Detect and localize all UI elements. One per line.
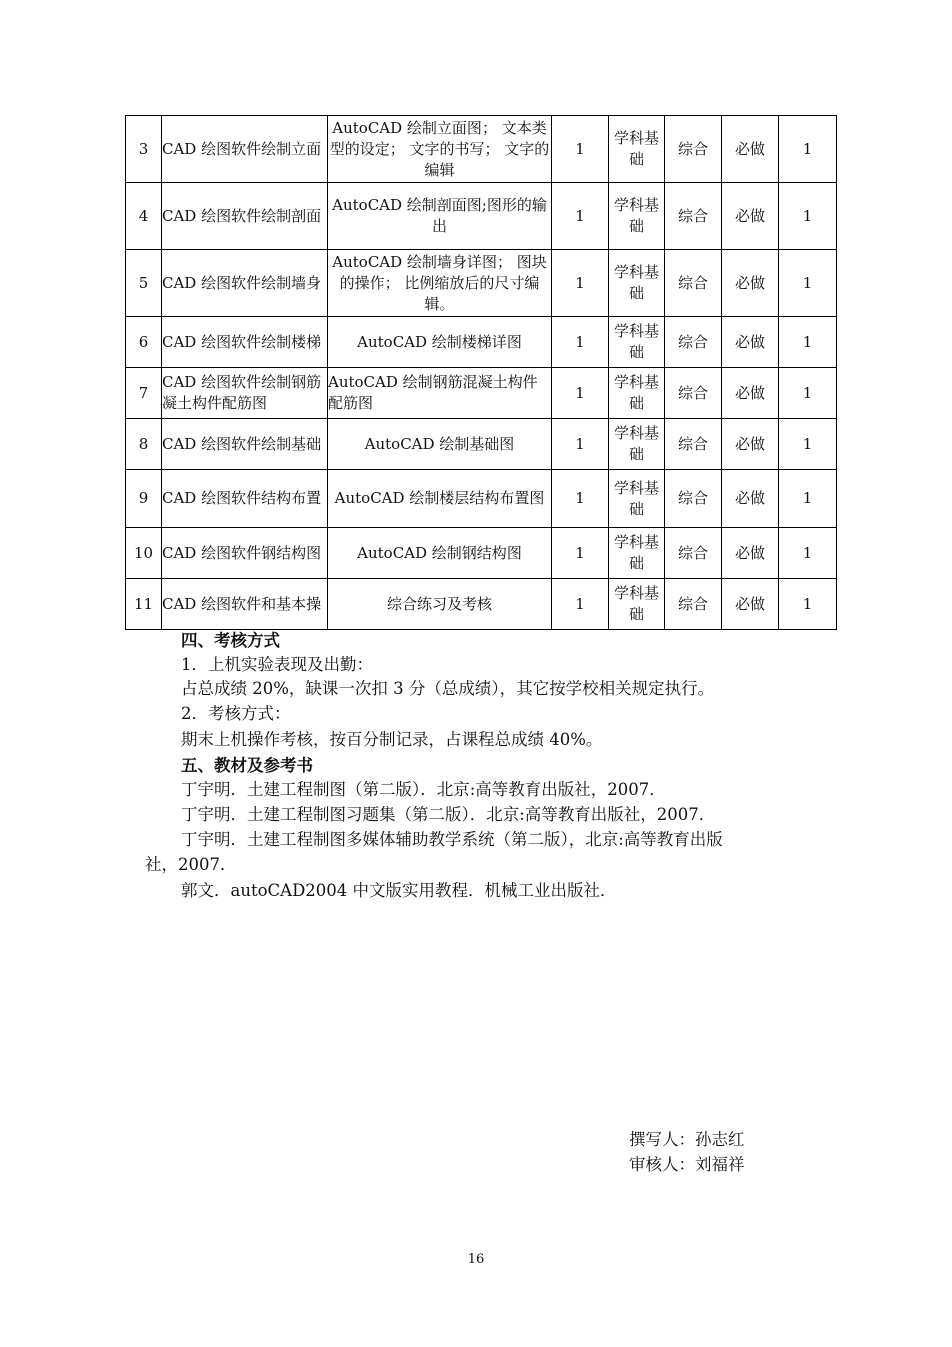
experiment-name: CAD 绘图软件绘制基础 bbox=[162, 419, 328, 470]
experiment-name: CAD 绘图软件绘制立面 bbox=[162, 116, 328, 183]
reference-3: 丁宇明．土建工程制图多媒体辅助教学系统（第二版），北京:高等教育出版 bbox=[181, 830, 723, 849]
experiment-required: 必做 bbox=[722, 579, 779, 630]
row-number: 7 bbox=[126, 368, 162, 419]
experiment-name: CAD 绘图软件绘制墙身 bbox=[162, 250, 328, 317]
experiment-hours: 1 bbox=[552, 183, 609, 250]
assessment-heading: 四、考核方式 bbox=[181, 631, 280, 650]
experiment-type: 综合 bbox=[665, 183, 722, 250]
reference-2: 丁宇明．土建工程制图习题集（第二版）．北京:高等教育出版社，2007． bbox=[181, 805, 716, 824]
experiment-type: 综合 bbox=[665, 317, 722, 368]
experiment-hours: 1 bbox=[552, 528, 609, 579]
row-number: 3 bbox=[126, 116, 162, 183]
experiment-hours: 1 bbox=[552, 116, 609, 183]
table-row bbox=[126, 368, 837, 419]
row-number: 4 bbox=[126, 183, 162, 250]
experiment-type: 综合 bbox=[665, 368, 722, 419]
experiment-group: 1 bbox=[779, 368, 837, 419]
experiment-group: 1 bbox=[779, 470, 837, 528]
assessment-item-2: 2．考核方式： bbox=[181, 704, 291, 723]
experiment-group: 1 bbox=[779, 116, 837, 183]
textbooks-heading: 五、教材及参考书 bbox=[181, 756, 313, 775]
experiment-required: 必做 bbox=[722, 528, 779, 579]
experiment-required: 必做 bbox=[722, 419, 779, 470]
experiment-type: 综合 bbox=[665, 419, 722, 470]
experiment-name: CAD 绘图软件绘制楼梯 bbox=[162, 317, 328, 368]
row-number: 6 bbox=[126, 317, 162, 368]
experiment-name: CAD 绘图软件钢结构图 bbox=[162, 528, 328, 579]
experiment-category: 学科基础 bbox=[609, 116, 665, 183]
row-number: 5 bbox=[126, 250, 162, 317]
experiment-name bbox=[162, 368, 328, 419]
reviewer-signature: 审核人：刘福祥 bbox=[629, 1155, 745, 1174]
experiment-hours: 1 bbox=[552, 368, 609, 419]
experiment-type: 综合 bbox=[665, 528, 722, 579]
writer-signature: 撰写人：孙志红 bbox=[629, 1130, 745, 1149]
table-row bbox=[126, 579, 837, 630]
experiment-content: AutoCAD 绘制立面图； 文本类型的设定； 文字的书写； 文字的编辑 bbox=[328, 116, 552, 183]
table-row bbox=[126, 183, 837, 250]
experiment-table bbox=[125, 115, 837, 630]
page-number: 16 bbox=[467, 1252, 485, 1267]
row-number: 10 bbox=[126, 528, 162, 579]
experiment-content: AutoCAD 绘制楼梯详图 bbox=[328, 317, 552, 368]
assessment-item-1-text: 占总成绩 20%，缺课一次扣 3 分（总成绩），其它按学校相关规定执行。 bbox=[181, 679, 715, 698]
experiment-hours: 1 bbox=[552, 317, 609, 368]
experiment-hours: 1 bbox=[552, 470, 609, 528]
row-number: 11 bbox=[126, 579, 162, 630]
reference-4: 郭文．autoCAD2004 中文版实用教程．机械工业出版社． bbox=[181, 881, 617, 900]
table-row bbox=[126, 116, 837, 183]
reference-1: 丁宇明．土建工程制图（第二版）．北京:高等教育出版社，2007． bbox=[181, 780, 666, 799]
experiment-group: 1 bbox=[779, 419, 837, 470]
table-row bbox=[126, 528, 837, 579]
experiment-group: 1 bbox=[779, 317, 837, 368]
experiment-content: AutoCAD 绘制钢筋混凝土构件配筋图 bbox=[328, 368, 552, 419]
experiment-required: 必做 bbox=[722, 250, 779, 317]
experiment-category: 学科基础 bbox=[609, 250, 665, 317]
experiment-required: 必做 bbox=[722, 183, 779, 250]
experiment-required: 必做 bbox=[722, 470, 779, 528]
experiment-type: 综合 bbox=[665, 250, 722, 317]
experiment-name: CAD 绘图软件结构布置 bbox=[162, 470, 328, 528]
experiment-content: AutoCAD 绘制墙身详图； 图块的操作； 比例缩放后的尺寸编辑。 bbox=[328, 250, 552, 317]
experiment-hours: 1 bbox=[552, 419, 609, 470]
experiment-content: AutoCAD 绘制钢结构图 bbox=[328, 528, 552, 579]
experiment-hours: 1 bbox=[552, 250, 609, 317]
experiment-category: 学科基础 bbox=[609, 528, 665, 579]
experiment-name: CAD 绘图软件绘制剖面 bbox=[162, 183, 328, 250]
experiment-content: AutoCAD 绘制剖面图;图形的输出 bbox=[328, 183, 552, 250]
row-number: 9 bbox=[126, 470, 162, 528]
experiment-content: AutoCAD 绘制楼层结构布置图 bbox=[328, 470, 552, 528]
experiment-type: 综合 bbox=[665, 579, 722, 630]
experiment-group: 1 bbox=[779, 183, 837, 250]
row-number: 8 bbox=[126, 419, 162, 470]
experiment-group: 1 bbox=[779, 528, 837, 579]
assessment-item-2-text: 期末上机操作考核，按百分制记录，占课程总成绩 40%。 bbox=[181, 730, 603, 749]
table-row bbox=[126, 419, 837, 470]
experiment-category: 学科基础 bbox=[609, 317, 665, 368]
experiment-group: 1 bbox=[779, 579, 837, 630]
experiment-category: 学科基础 bbox=[609, 368, 665, 419]
experiment-required: 必做 bbox=[722, 368, 779, 419]
experiment-required: 必做 bbox=[722, 317, 779, 368]
experiment-category: 学科基础 bbox=[609, 470, 665, 528]
reference-3-continued: 社，2007． bbox=[145, 855, 237, 874]
table-row bbox=[126, 470, 837, 528]
experiment-category: 学科基础 bbox=[609, 419, 665, 470]
table-row bbox=[126, 317, 837, 368]
experiment-type: 综合 bbox=[665, 470, 722, 528]
table-row bbox=[126, 250, 837, 317]
experiment-category: 学科基础 bbox=[609, 579, 665, 630]
experiment-content: 综合练习及考核 bbox=[328, 579, 552, 630]
experiment-content: AutoCAD 绘制基础图 bbox=[328, 419, 552, 470]
experiment-group: 1 bbox=[779, 250, 837, 317]
experiment-name: CAD 绘图软件和基本操 bbox=[162, 579, 328, 630]
experiment-name-text: CAD 绘图软件绘制钢筋凝土构件配筋图 bbox=[162, 373, 322, 412]
experiment-required: 必做 bbox=[722, 116, 779, 183]
assessment-item-1: 1．上机实验表现及出勤： bbox=[181, 655, 373, 674]
experiment-hours: 1 bbox=[552, 579, 609, 630]
experiment-type: 综合 bbox=[665, 116, 722, 183]
experiment-category: 学科基础 bbox=[609, 183, 665, 250]
